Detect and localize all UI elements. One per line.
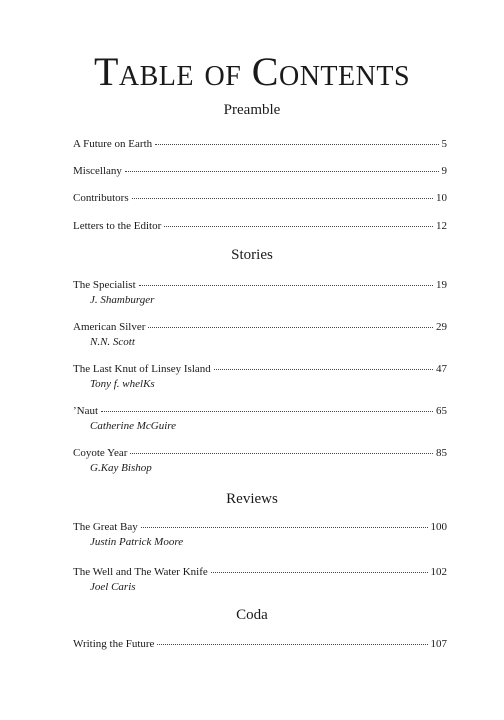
entry-title: A Future on Earth (73, 138, 153, 150)
page-title: Table of Contents (93, 49, 411, 94)
page-number: 29 (436, 321, 447, 333)
page-number: 100 (430, 521, 447, 533)
entry-author: Justin Patrick Moore (90, 536, 184, 548)
toc-entry[interactable] (73, 638, 447, 651)
entry-author: G.Kay Bishop (90, 462, 152, 474)
toc-entry[interactable] (73, 521, 447, 549)
entry-title: Letters to the Editor (73, 220, 162, 232)
entry-author: Joel Caris (90, 581, 136, 593)
toc-entry[interactable] (73, 566, 447, 594)
toc-entry[interactable] (73, 405, 447, 433)
toc-entry[interactable] (73, 220, 447, 233)
entry-author: N.N. Scott (90, 336, 135, 348)
page-number: 10 (436, 192, 447, 204)
dot-leader (214, 369, 433, 370)
toc-entry[interactable] (73, 138, 447, 151)
entry-title: ’Naut (73, 405, 99, 417)
entry-author: Tony f. whelKs (90, 378, 155, 390)
page-number: 85 (436, 447, 447, 459)
entry-title: Miscellany (73, 165, 122, 177)
section-heading-stories: Stories (231, 247, 273, 263)
section-heading-coda: Coda (236, 607, 268, 623)
entry-title: Contributors (73, 192, 129, 204)
page-number: 19 (436, 279, 447, 291)
toc-entry[interactable] (73, 363, 447, 391)
entry-title: The Last Knut of Linsey Island (73, 363, 211, 375)
dot-leader (164, 226, 433, 227)
page-number: 5 (441, 138, 447, 150)
toc-entry[interactable] (73, 447, 447, 475)
entry-title: The Well and The Water Knife (73, 566, 208, 578)
page-number: 107 (430, 638, 447, 650)
page-number: 9 (441, 165, 447, 177)
toc-entry[interactable] (73, 321, 447, 349)
toc-entry[interactable] (73, 192, 447, 205)
toc-entry[interactable] (73, 279, 447, 307)
entry-title: The Specialist (73, 279, 136, 291)
page-number: 65 (436, 405, 447, 417)
toc-entry[interactable] (73, 165, 447, 178)
dot-leader (155, 144, 438, 145)
dot-leader (157, 644, 427, 645)
dot-leader (148, 327, 433, 328)
page-number: 12 (436, 220, 447, 232)
entry-title: Coyote Year (73, 447, 128, 459)
dot-leader (132, 198, 433, 199)
entry-author: Catherine McGuire (90, 420, 177, 432)
entry-title: American Silver (73, 321, 146, 333)
page-number: 47 (436, 363, 447, 375)
entry-title: The Great Bay (73, 521, 138, 533)
entry-author: J. Shamburger (90, 294, 155, 306)
dot-leader (211, 572, 428, 573)
dot-leader (101, 411, 433, 412)
dot-leader (141, 527, 428, 528)
entry-title: Writing the Future (73, 638, 155, 650)
dot-leader (125, 171, 439, 172)
section-heading-reviews: Reviews (226, 491, 278, 507)
dot-leader (139, 285, 433, 286)
dot-leader (130, 453, 433, 454)
section-heading-preamble: Preamble (223, 102, 281, 118)
page-number: 102 (430, 566, 447, 578)
